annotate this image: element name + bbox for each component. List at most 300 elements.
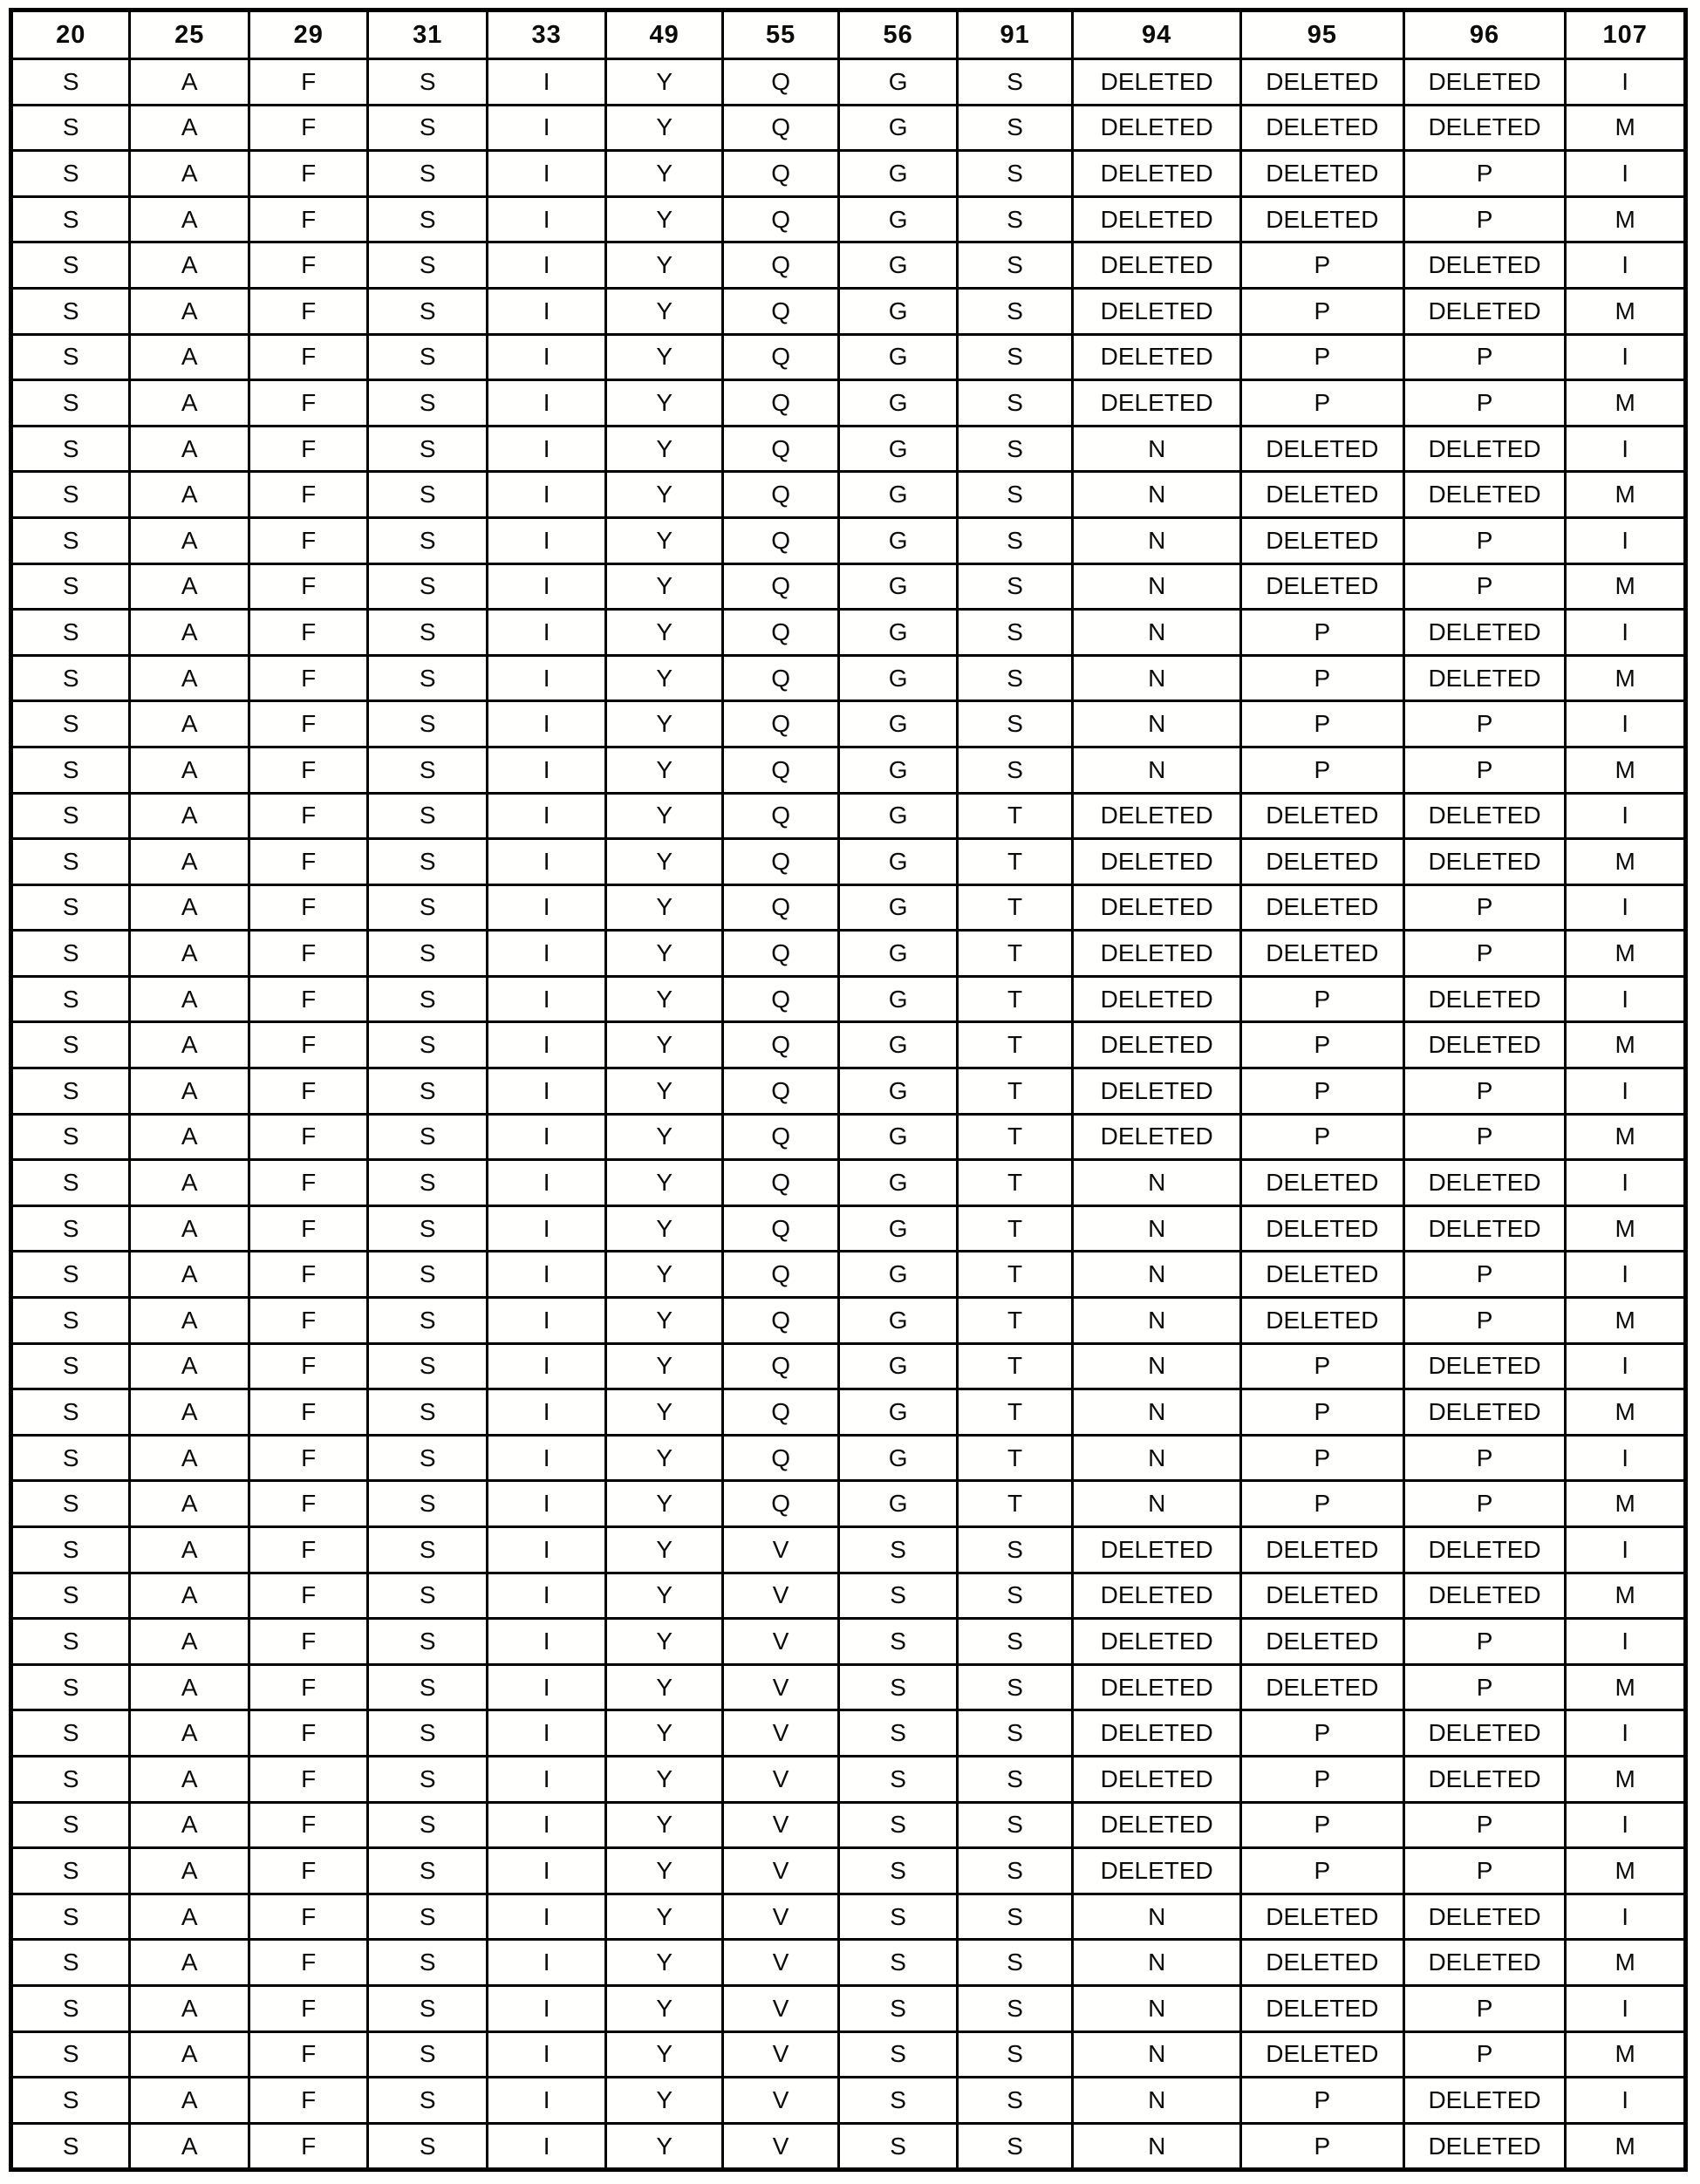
table-cell: G [839, 380, 957, 427]
table-cell: Y [606, 701, 722, 747]
table-cell: I [487, 242, 605, 289]
table-cell: I [487, 1114, 605, 1160]
table-row [11, 334, 1686, 380]
table-cell: I [487, 380, 605, 427]
table-cell: I [1566, 610, 1686, 656]
table-cell: DELETED [1403, 1756, 1566, 1802]
table-cell: N [1073, 747, 1241, 793]
table-row [11, 1848, 1686, 1894]
table-cell: I [487, 1481, 605, 1527]
table-cell: I [487, 1710, 605, 1757]
table-cell: A [130, 1664, 249, 1710]
table-cell: DELETED [1403, 1343, 1566, 1389]
table-cell: N [1073, 1298, 1241, 1344]
table-cell: Y [606, 242, 722, 289]
table-cell: P [1403, 884, 1566, 931]
table-cell: A [130, 105, 249, 151]
table-cell: F [249, 1298, 367, 1344]
table-cell: I [1566, 1710, 1686, 1757]
table-cell: A [130, 426, 249, 472]
table-cell: S [957, 334, 1072, 380]
table-cell: Y [606, 1664, 722, 1710]
table-cell: F [249, 1940, 367, 1986]
table-row [11, 1205, 1686, 1252]
table-cell: Q [722, 426, 838, 472]
table-cell: G [839, 1205, 957, 1252]
table-cell: V [722, 1802, 838, 1848]
table-cell: N [1073, 1894, 1241, 1940]
table-cell: T [957, 884, 1072, 931]
table-cell: T [957, 1389, 1072, 1436]
table-cell: S [957, 2031, 1072, 2078]
table-cell: S [957, 1894, 1072, 1940]
table-cell: S [368, 1389, 487, 1436]
table-cell: A [130, 1343, 249, 1389]
table-cell: S [957, 1802, 1072, 1848]
column-header-107: 107 [1566, 10, 1686, 59]
table-cell: F [249, 1068, 367, 1115]
table-cell: P [1403, 1848, 1566, 1894]
table-cell: I [487, 2078, 605, 2124]
table-cell: G [839, 1389, 957, 1436]
table-cell: P [1403, 1252, 1566, 1298]
table-row [11, 1435, 1686, 1481]
table-cell: F [249, 793, 367, 839]
table-cell: F [249, 1435, 367, 1481]
table-cell: DELETED [1241, 59, 1404, 106]
table-cell: A [130, 1435, 249, 1481]
table-row [11, 655, 1686, 701]
table-cell: F [249, 1710, 367, 1757]
table-cell: Y [606, 426, 722, 472]
table-cell: S [957, 1664, 1072, 1710]
table-row [11, 1664, 1686, 1710]
table-row [11, 196, 1686, 242]
table-cell: Q [722, 1160, 838, 1206]
table-cell: G [839, 1435, 957, 1481]
table-cell: I [487, 1573, 605, 1619]
table-cell: Y [606, 1298, 722, 1344]
table-cell: Y [606, 334, 722, 380]
table-cell: S [839, 2031, 957, 2078]
table-cell: Q [722, 747, 838, 793]
table-cell: Q [722, 976, 838, 1022]
table-cell: G [839, 1114, 957, 1160]
table-cell: N [1073, 655, 1241, 701]
table-cell: Y [606, 1710, 722, 1757]
table-row [11, 884, 1686, 931]
table-row [11, 1160, 1686, 1206]
table-cell: S [957, 59, 1072, 106]
table-row [11, 380, 1686, 427]
table-cell: S [11, 1389, 130, 1436]
table-cell: DELETED [1073, 839, 1241, 885]
table-cell: DELETED [1241, 472, 1404, 518]
table-cell: S [368, 1664, 487, 1710]
table-cell: S [368, 1298, 487, 1344]
table-cell: Q [722, 288, 838, 334]
table-cell: F [249, 563, 367, 610]
table-cell: G [839, 1481, 957, 1527]
table-cell: N [1073, 472, 1241, 518]
table-cell: M [1566, 1756, 1686, 1802]
table-cell: DELETED [1073, 288, 1241, 334]
table-cell: G [839, 655, 957, 701]
table-cell: I [1566, 1435, 1686, 1481]
table-cell: S [368, 793, 487, 839]
table-cell: G [839, 196, 957, 242]
table-cell: I [1566, 151, 1686, 197]
table-cell: G [839, 517, 957, 563]
table-cell: I [487, 563, 605, 610]
table-cell: S [11, 2031, 130, 2078]
table-cell: S [368, 472, 487, 518]
table-cell: G [839, 610, 957, 656]
table-cell: Q [722, 1298, 838, 1344]
table-cell: P [1241, 1343, 1404, 1389]
table-cell: S [368, 1985, 487, 2031]
table-row [11, 242, 1686, 289]
table-cell: P [1241, 1481, 1404, 1527]
table-cell: V [722, 2123, 838, 2170]
table-cell: S [957, 380, 1072, 427]
table-cell: S [11, 1343, 130, 1389]
table-cell: P [1241, 1068, 1404, 1115]
table-cell: DELETED [1073, 334, 1241, 380]
table-cell: P [1403, 1068, 1566, 1115]
table-cell: Y [606, 1481, 722, 1527]
table-cell: S [957, 472, 1072, 518]
table-cell: DELETED [1073, 884, 1241, 931]
table-cell: S [11, 1894, 130, 1940]
column-header-29: 29 [249, 10, 367, 59]
table-cell: S [957, 1619, 1072, 1665]
table-cell: DELETED [1403, 1894, 1566, 1940]
table-cell: F [249, 1756, 367, 1802]
table-cell: S [368, 1435, 487, 1481]
table-cell: I [487, 793, 605, 839]
table-cell: I [1566, 1619, 1686, 1665]
table-cell: DELETED [1073, 1710, 1241, 1757]
column-header-20: 20 [11, 10, 130, 59]
column-header-55: 55 [722, 10, 838, 59]
table-cell: S [368, 1894, 487, 1940]
table-cell: Y [606, 472, 722, 518]
table-cell: S [368, 2123, 487, 2170]
table-cell: DELETED [1073, 976, 1241, 1022]
table-cell: S [11, 2078, 130, 2124]
table-cell: S [11, 1527, 130, 1573]
table-cell: Q [722, 517, 838, 563]
table-cell: I [1566, 59, 1686, 106]
table-cell: A [130, 1894, 249, 1940]
table-cell: P [1241, 610, 1404, 656]
table-cell: S [368, 334, 487, 380]
table-cell: I [487, 931, 605, 977]
table-cell: Y [606, 1435, 722, 1481]
table-cell: Y [606, 1068, 722, 1115]
table-cell: S [368, 884, 487, 931]
table-cell: I [487, 1343, 605, 1389]
table-cell: DELETED [1073, 196, 1241, 242]
table-cell: A [130, 701, 249, 747]
table-cell: F [249, 1205, 367, 1252]
table-cell: F [249, 747, 367, 793]
table-cell: F [249, 472, 367, 518]
table-cell: M [1566, 2031, 1686, 2078]
table-cell: S [839, 1894, 957, 1940]
table-cell: DELETED [1403, 1205, 1566, 1252]
table-cell: Y [606, 1252, 722, 1298]
table-cell: Y [606, 288, 722, 334]
table-row [11, 1940, 1686, 1986]
table-cell: Y [606, 1343, 722, 1389]
table-cell: I [1566, 242, 1686, 289]
table-cell: P [1241, 2123, 1404, 2170]
table-row [11, 2123, 1686, 2170]
table-cell: A [130, 2031, 249, 2078]
table-cell: Q [722, 931, 838, 977]
table-cell: A [130, 563, 249, 610]
table-cell: P [1403, 1114, 1566, 1160]
table-cell: F [249, 2031, 367, 2078]
table-cell: A [130, 288, 249, 334]
table-cell: A [130, 1619, 249, 1665]
table-cell: P [1403, 151, 1566, 197]
table-cell: A [130, 610, 249, 656]
table-cell: Y [606, 1389, 722, 1436]
table-cell: F [249, 380, 367, 427]
table-cell: F [249, 701, 367, 747]
table-cell: Y [606, 976, 722, 1022]
table-cell: S [957, 105, 1072, 151]
table-cell: N [1073, 2031, 1241, 2078]
table-cell: DELETED [1241, 1940, 1404, 1986]
table-cell: F [249, 2078, 367, 2124]
table-cell: M [1566, 1389, 1686, 1436]
table-cell: S [11, 563, 130, 610]
table-cell: T [957, 1068, 1072, 1115]
table-cell: M [1566, 747, 1686, 793]
table-cell: S [368, 242, 487, 289]
table-cell: S [368, 517, 487, 563]
table-cell: A [130, 1160, 249, 1206]
table-cell: S [957, 2078, 1072, 2124]
table-cell: N [1073, 2078, 1241, 2124]
table-cell: F [249, 655, 367, 701]
table-cell: S [11, 1252, 130, 1298]
table-cell: Y [606, 839, 722, 885]
table-cell: S [368, 151, 487, 197]
table-cell: S [368, 380, 487, 427]
table-cell: A [130, 1068, 249, 1115]
table-row [11, 1389, 1686, 1436]
table-cell: F [249, 517, 367, 563]
table-cell: T [957, 1343, 1072, 1389]
table-cell: F [249, 884, 367, 931]
column-header-33: 33 [487, 10, 605, 59]
table-cell: I [487, 1022, 605, 1068]
table-cell: DELETED [1241, 931, 1404, 977]
table-cell: S [957, 1756, 1072, 1802]
table-cell: DELETED [1073, 1802, 1241, 1848]
table-cell: DELETED [1241, 793, 1404, 839]
table-cell: T [957, 1022, 1072, 1068]
table-cell: I [487, 151, 605, 197]
table-cell: I [487, 426, 605, 472]
table-cell: I [487, 2123, 605, 2170]
table-cell: Y [606, 2123, 722, 2170]
table-cell: I [1566, 1252, 1686, 1298]
table-cell: F [249, 196, 367, 242]
table-cell: A [130, 1252, 249, 1298]
table-cell: S [368, 1619, 487, 1665]
table-cell: S [368, 196, 487, 242]
table-cell: M [1566, 1205, 1686, 1252]
table-cell: S [957, 1573, 1072, 1619]
table-cell: DELETED [1241, 196, 1404, 242]
column-header-56: 56 [839, 10, 957, 59]
table-cell: S [368, 426, 487, 472]
table-cell: P [1403, 1664, 1566, 1710]
table-cell: S [11, 1068, 130, 1115]
table-cell: S [957, 288, 1072, 334]
table-cell: M [1566, 288, 1686, 334]
column-header-31: 31 [368, 10, 487, 59]
table-cell: S [839, 1985, 957, 2031]
table-row [11, 563, 1686, 610]
table-row [11, 1619, 1686, 1665]
table-cell: S [11, 1435, 130, 1481]
table-cell: G [839, 747, 957, 793]
table-cell: S [839, 1619, 957, 1665]
table-cell: A [130, 1298, 249, 1344]
table-cell: N [1073, 610, 1241, 656]
table-cell: G [839, 1160, 957, 1206]
table-cell: I [487, 1619, 605, 1665]
table-cell: Q [722, 59, 838, 106]
table-cell: DELETED [1073, 380, 1241, 427]
table-cell: G [839, 839, 957, 885]
table-cell: S [839, 1527, 957, 1573]
table-cell: I [487, 610, 605, 656]
table-cell: F [249, 1252, 367, 1298]
table-cell: I [487, 1940, 605, 1986]
table-row [11, 1573, 1686, 1619]
table-cell: DELETED [1403, 2123, 1566, 2170]
table-cell: I [1566, 1068, 1686, 1115]
table-cell: A [130, 1114, 249, 1160]
table-cell: Q [722, 1481, 838, 1527]
table-cell: M [1566, 2123, 1686, 2170]
table-cell: N [1073, 1343, 1241, 1389]
table-cell: S [839, 1940, 957, 1986]
table-cell: S [368, 839, 487, 885]
table-cell: I [487, 288, 605, 334]
table-cell: DELETED [1241, 105, 1404, 151]
table-cell: A [130, 655, 249, 701]
table-cell: M [1566, 563, 1686, 610]
table-cell: V [722, 1848, 838, 1894]
table-cell: I [487, 1756, 605, 1802]
table-cell: S [368, 1022, 487, 1068]
table-cell: A [130, 196, 249, 242]
table-cell: F [249, 1802, 367, 1848]
column-header-49: 49 [606, 10, 722, 59]
table-cell: P [1241, 655, 1404, 701]
table-cell: V [722, 2031, 838, 2078]
table-cell: DELETED [1403, 839, 1566, 885]
table-cell: Y [606, 2078, 722, 2124]
table-cell: G [839, 151, 957, 197]
table-cell: P [1241, 1022, 1404, 1068]
table-cell: A [130, 1481, 249, 1527]
table-cell: S [368, 1573, 487, 1619]
table-cell: A [130, 517, 249, 563]
table-cell: A [130, 472, 249, 518]
table-cell: DELETED [1403, 2078, 1566, 2124]
table-cell: DELETED [1241, 1252, 1404, 1298]
table-cell: F [249, 1985, 367, 2031]
table-cell: S [368, 655, 487, 701]
table-cell: Y [606, 196, 722, 242]
table-cell: I [487, 1985, 605, 2031]
table-cell: F [249, 1114, 367, 1160]
table-cell: N [1073, 1435, 1241, 1481]
table-cell: I [1566, 701, 1686, 747]
table-cell: DELETED [1073, 1848, 1241, 1894]
table-cell: Y [606, 610, 722, 656]
table-cell: P [1241, 1802, 1404, 1848]
table-cell: DELETED [1241, 563, 1404, 610]
table-cell: I [487, 1527, 605, 1573]
table-cell: S [839, 1848, 957, 1894]
table-cell: DELETED [1241, 151, 1404, 197]
table-cell: DELETED [1073, 1068, 1241, 1115]
table-cell: S [11, 931, 130, 977]
table-cell: Y [606, 380, 722, 427]
table-cell: Q [722, 610, 838, 656]
table-cell: S [368, 1710, 487, 1757]
table-cell: G [839, 1022, 957, 1068]
table-row [11, 1527, 1686, 1573]
table-cell: T [957, 1160, 1072, 1206]
table-cell: I [1566, 976, 1686, 1022]
table-cell: S [957, 426, 1072, 472]
table-cell: P [1241, 1114, 1404, 1160]
table-cell: S [839, 1756, 957, 1802]
table-cell: M [1566, 931, 1686, 977]
table-cell: I [487, 1894, 605, 1940]
table-cell: S [368, 1343, 487, 1389]
table-cell: S [957, 196, 1072, 242]
table-cell: M [1566, 1573, 1686, 1619]
table-cell: DELETED [1073, 105, 1241, 151]
table-cell: Q [722, 242, 838, 289]
table-cell: N [1073, 1940, 1241, 1986]
table-cell: Q [722, 839, 838, 885]
table-cell: Y [606, 1573, 722, 1619]
table-cell: Q [722, 105, 838, 151]
table-cell: Y [606, 1022, 722, 1068]
table-cell: I [487, 196, 605, 242]
table-cell: P [1403, 1619, 1566, 1665]
table-cell: F [249, 1848, 367, 1894]
table-cell: A [130, 1573, 249, 1619]
table-cell: N [1073, 426, 1241, 472]
table-cell: V [722, 1710, 838, 1757]
table-cell: A [130, 1940, 249, 1986]
